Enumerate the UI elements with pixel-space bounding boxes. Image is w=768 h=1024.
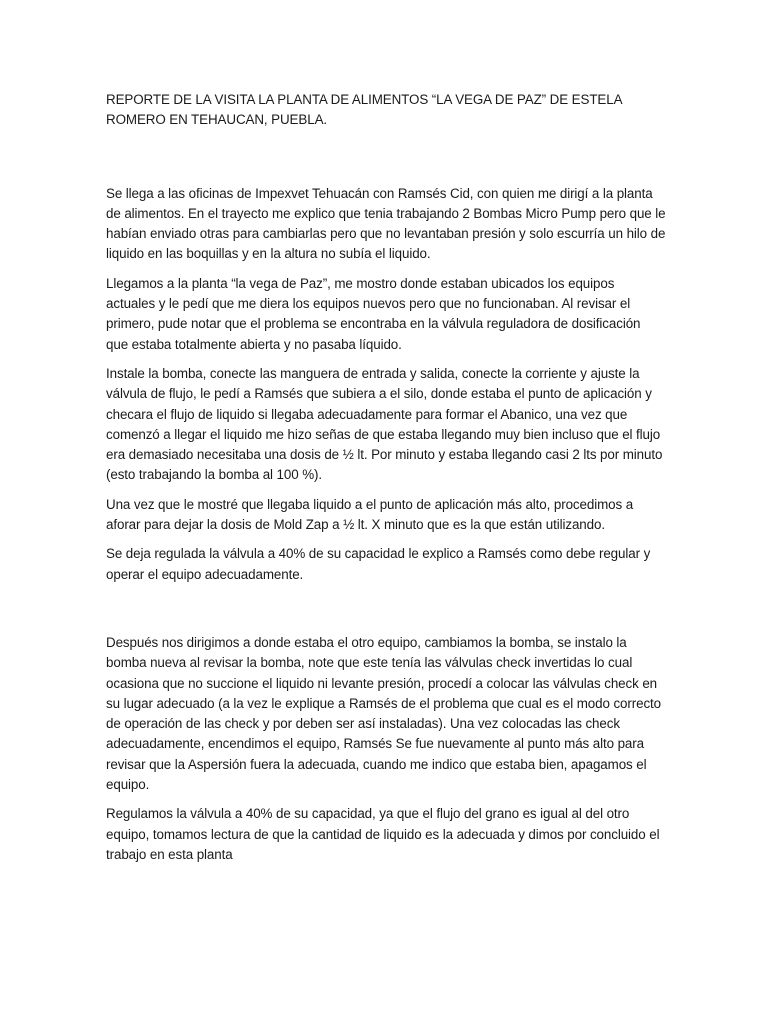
paragraph-arrival: Se llega a las oficinas de Impexvet Tehuacán con Ramsés Cid, con quien me dirigí a la planta de alimentos. En el trayecto me explico que tenia trabajando 2 Bombas Micro Pump pero que le habían enviado otras para cambiarlas pero que no levantaban presión y solo escurría un hilo de liquido en las boquillas y en la altura no subía el liquido. [106, 185, 666, 262]
paragraph-valve-regulation: Se deja regulada la válvula a 40% de su capacidad le explico a Ramsés como debe regular y operar el equipo adecuadamente. [106, 546, 651, 582]
paragraph-pump-installation: Instale la bomba, conecte las manguera de entrada y salida, conecte la corriente y ajuste la válvula de flujo, le pedí a Ramsés que subiera a el silo, donde estaba el punto de aplicación y checara el flujo de liquido si llegaba adecuadamente para formar el Abanico, una vez que comenzó a llegar el liquido me hizo señas de que estaba llegando muy bien incluso que el flujo era demasiado necesitaba una dosis de ½ lt. Por minuto y estaba llegando casi 2 lts por minuto (esto trabajando la bomba al 100 %). [106, 365, 663, 483]
paragraph-plant-visit: Llegamos a la planta “la vega de Paz”, me mostro donde estaban ubicados los equipos actuales y le pedí que me diera los equipos nuevos pero que no funcionaban. Al revisar el primero, pude notar que el problema se encontraba en la válvula reguladora de dosificación que estaba totalmente abierta y no pasaba líquido. [106, 275, 641, 352]
document-body [106, 90, 666, 874]
paragraph-second-equipment: Después nos dirigimos a donde estaba el otro equipo, cambiamos la bomba, se instalo la bomba nueva al revisar la bomba, note que este tenía las válvulas check invertidas lo cual ocasiona que no succione el liquido ni levante presión, procedí a colocar las válvulas check en su lugar adecuado (a la vez le explique a Ramsés de el problema que cual es el modo correcto de operación de las check y por deben ser así instaladas). Una vez colocadas las check adecuadamente, encendimos el equipo, Ramsés Se fue nuevamente al punto más alto para revisar que la Aspersión fuera la adecuada, cuando me indico que estaba bien, apagamos el equipo. [106, 634, 662, 793]
report-title: REPORTE DE LA VISITA LA PLANTA DE ALIMENTOS “LA VEGA DE PAZ” DE ESTELA ROMERO EN TEHAUCAN, PUEBLA. [106, 92, 622, 128]
paragraph-conclusion: Regulamos la válvula a 40% de su capacidad, ya que el flujo del grano es igual al del otro equipo, tomamos lectura de que la cantidad de liquido es la adecuada y dimos por concluido el trabajo en esta planta [106, 806, 660, 862]
paragraph-dose-calibration: Una vez que le mostré que llegaba liquido a el punto de aplicación más alto, procedimos a aforar para dejar la dosis de Mold Zap a ½ lt. X minuto que es la que están utilizando. [106, 496, 634, 533]
